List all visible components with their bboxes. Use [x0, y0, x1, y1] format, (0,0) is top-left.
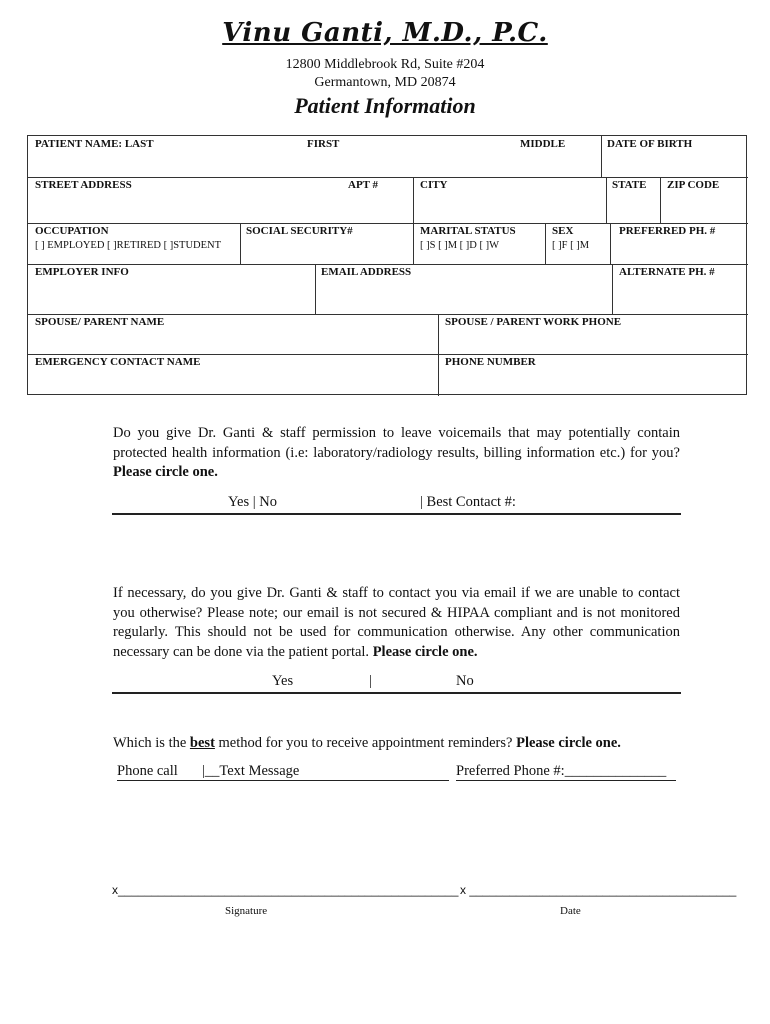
label-employer: EMPLOYER INFO — [35, 266, 129, 278]
patient-info-grid — [27, 135, 747, 395]
row-divider — [28, 314, 748, 315]
col-divider — [601, 136, 602, 177]
label-city: CITY — [420, 179, 448, 191]
label-spouse-phone: SPOUSE / PARENT WORK PHONE — [445, 316, 622, 328]
col-divider — [606, 177, 607, 223]
reminder-phone-underline — [456, 780, 676, 781]
col-divider — [612, 264, 613, 314]
label-dob: DATE OF BIRTH — [607, 138, 693, 150]
best-contact-label: | Best Contact #: — [420, 494, 516, 510]
email-consent-text: If necessary, do you give Dr. Ganti & staff to contact you via email if we are unable to contact you otherwise? Please note; our email is not secured & HIPAA compliant and is not monitored regularly. This should not be used for communication otherwise. Any other communication necessary can be done via the patient portal. — [113, 585, 680, 660]
voicemail-yes-no[interactable]: Yes | No — [228, 494, 277, 510]
col-divider — [240, 223, 241, 264]
signature-line[interactable]: x___________________________________________________ — [112, 883, 459, 897]
col-divider — [315, 264, 316, 314]
label-first: FIRST — [307, 138, 340, 150]
col-divider — [413, 223, 414, 264]
reminder-phone-call[interactable]: Phone call — [117, 763, 178, 779]
row-divider — [28, 264, 748, 265]
email-question — [113, 584, 680, 662]
label-email: EMAIL ADDRESS — [321, 266, 412, 278]
label-marital: MARITAL STATUS — [420, 225, 516, 237]
col-divider — [545, 223, 546, 264]
email-no[interactable]: No — [456, 673, 474, 689]
email-yes[interactable]: Yes — [272, 673, 294, 689]
email-rule — [112, 692, 681, 694]
label-sex: SEX — [552, 225, 574, 237]
signature-label: Signature — [225, 905, 268, 917]
address-line-1: 12800 Middlebrook Rd, Suite #204 — [285, 57, 485, 72]
row-divider — [28, 177, 748, 178]
label-ssn: SOCIAL SECURITY# — [246, 225, 353, 237]
email-instruction: Please circle one. — [372, 643, 478, 660]
label-apt: APT # — [348, 179, 379, 191]
col-divider — [438, 314, 439, 396]
sex-options[interactable]: [ ]F [ ]M — [552, 240, 590, 251]
reminder-instruction: Please circle one. — [516, 735, 621, 751]
voicemail-instruction: Please circle one. — [113, 464, 218, 480]
date-label: Date — [560, 905, 581, 917]
col-divider — [660, 177, 661, 223]
voicemail-question — [113, 424, 680, 483]
reminder-best: best — [189, 735, 215, 751]
label-middle: MIDDLE — [520, 138, 566, 150]
label-spouse-name: SPOUSE/ PARENT NAME — [35, 316, 165, 328]
label-emergency-name: EMERGENCY CONTACT NAME — [35, 356, 201, 368]
col-divider — [413, 177, 414, 223]
row-divider — [28, 223, 748, 224]
label-phone-number: PHONE NUMBER — [445, 356, 536, 368]
reminder-question — [113, 734, 693, 754]
reminder-prefix: Which is the — [113, 735, 187, 751]
label-occupation: OCCUPATION — [35, 225, 109, 237]
label-alternate-phone: ALTERNATE PH. # — [619, 266, 715, 278]
voicemail-text: Do you give Dr. Ganti & staff permission to leave voicemails that may potentially contain protected health information (i.e: laboratory/radiology results, billing information etc.) for you? — [113, 425, 680, 461]
reminder-text-message[interactable]: |__Text Message — [202, 763, 300, 779]
clinic-name: Vinu Ganti, M.D., P.C. — [222, 18, 548, 48]
label-street: STREET ADDRESS — [35, 179, 132, 191]
address-line-2: Germantown, MD 20874 — [314, 75, 456, 90]
label-patient-last: PATIENT NAME: LAST — [35, 138, 154, 150]
col-divider — [610, 223, 611, 264]
date-line[interactable]: x ________________________________________ — [460, 883, 737, 897]
form-title: Patient Information — [294, 93, 476, 118]
voicemail-rule — [112, 513, 681, 515]
row-divider — [28, 354, 748, 355]
label-zip: ZIP CODE — [667, 179, 720, 191]
email-separator: | — [369, 673, 372, 689]
reminder-underline — [117, 780, 449, 781]
occupation-options[interactable]: [ ] EMPLOYED [ ]RETIRED [ ]STUDENT — [35, 240, 222, 251]
reminder-preferred-phone: Preferred Phone #:______________ — [456, 763, 667, 779]
reminder-suffix: method for you to receive appointment reminders? — [218, 735, 513, 751]
label-preferred-phone: PREFERRED PH. # — [619, 225, 716, 237]
marital-options[interactable]: [ ]S [ ]M [ ]D [ ]W — [420, 240, 500, 251]
label-state: STATE — [612, 179, 647, 191]
